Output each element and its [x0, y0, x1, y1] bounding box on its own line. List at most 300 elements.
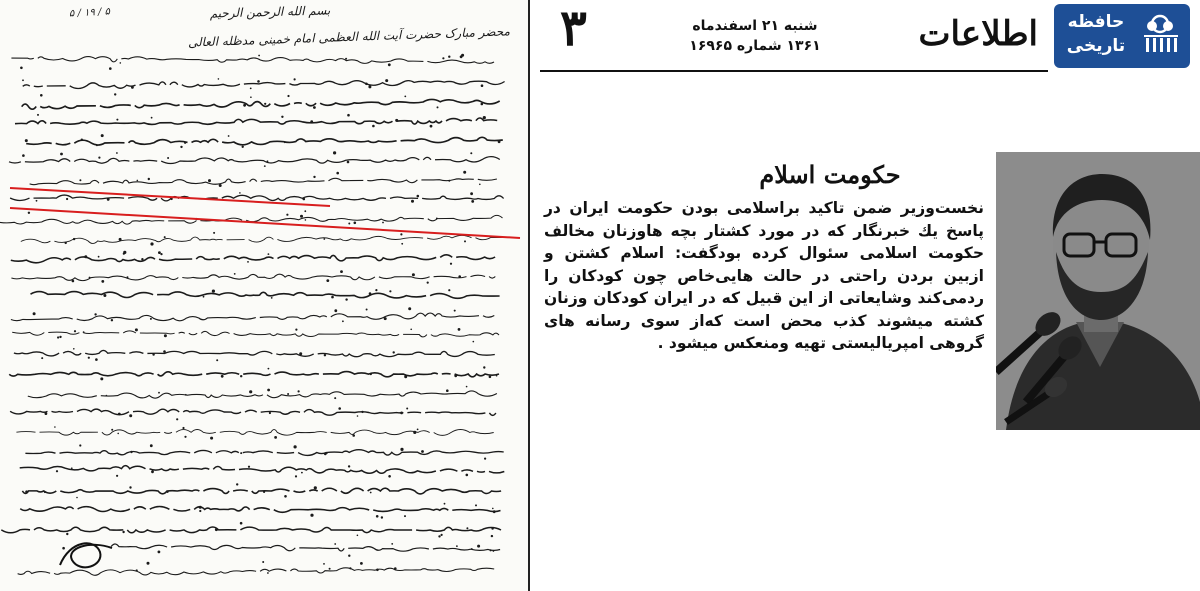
handwriting-dot	[158, 251, 161, 254]
handwriting-dot	[239, 192, 241, 194]
handwriting-dot	[267, 389, 270, 392]
handwriting-line	[18, 568, 495, 575]
handwriting-dot	[484, 458, 486, 460]
handwriting-dot	[267, 572, 269, 574]
handwriting-line	[11, 255, 495, 263]
handwriting-dot	[98, 157, 100, 159]
issue-info	[675, 16, 835, 56]
handwriting-dot	[411, 200, 414, 203]
handwriting-dot	[219, 184, 222, 187]
handwriting-dot	[122, 531, 124, 533]
handwriting-dot	[471, 200, 474, 203]
handwriting-dot	[483, 366, 485, 368]
handwriting-dot	[475, 504, 477, 506]
handwriting-dot	[286, 214, 288, 216]
handwriting-dot	[258, 55, 260, 57]
handwriting-dot	[295, 329, 297, 331]
handwriting-dot	[269, 412, 271, 414]
handwriting-dot	[150, 444, 153, 447]
handwriting-dot	[347, 114, 350, 117]
letter-greeting: محضر مبارک حضرت آیت الله العظمی امام خمینی مدظله العالی	[187, 24, 511, 50]
handwriting-line	[27, 292, 500, 299]
handwriting-dot	[127, 276, 129, 278]
handwritten-letter	[0, 0, 530, 591]
handwriting-dot	[427, 282, 429, 284]
handwriting-dot	[333, 151, 336, 154]
handwriting-dot	[100, 377, 103, 380]
handwriting-dot	[81, 139, 83, 141]
handwriting-dot	[117, 433, 119, 435]
handwriting-dot	[234, 273, 236, 275]
handwriting-dot	[163, 350, 166, 353]
handwriting-dot	[40, 94, 43, 97]
article-body: نخست‌وزیر ضمن تاکید براسلامی بودن حکومت ایران در پاسخ یك خبرنگار که در مورد کشتار بچه هاوزنان مخالف حکومت اسلامی سئوال کرده بودگفت: اسلام کشتن و ازبین بردن راحتی در حالت هایی‌خاص چون کودکان را ردمی‌کند وشایعاتی از این قبیل که در ایران کودکان وزنان کشته میشوند کذب محض است که‌از سوی رسانه های گروهی امپریالیستی تهیه ومنعکس میشود .	[544, 199, 984, 352]
handwriting-dot	[199, 506, 202, 509]
handwriting-dot	[481, 103, 484, 106]
handwriting-dot	[242, 146, 244, 148]
handwriting-dot	[89, 277, 91, 279]
handwriting-dot	[36, 200, 38, 202]
handwriting-line	[9, 372, 499, 377]
handwriting-line	[20, 506, 500, 512]
handwriting-dot	[417, 429, 419, 431]
handwriting-dot	[329, 568, 331, 570]
handwriting-line	[21, 235, 503, 243]
handwriting-dot	[76, 497, 78, 499]
handwriting-dot	[345, 58, 347, 60]
handwriting-dot	[131, 86, 134, 89]
handwriting-dot	[348, 555, 350, 557]
handwriting-dot	[334, 543, 336, 545]
handwriting-dot	[118, 413, 121, 416]
handwriting-dot	[114, 93, 116, 95]
handwriting-line	[11, 118, 497, 124]
handwriting-dot	[448, 56, 450, 58]
handwriting-dot	[129, 414, 132, 417]
handwriting-line	[12, 429, 493, 435]
handwriting-dot	[348, 465, 350, 467]
handwriting-line	[11, 313, 494, 321]
handwriting-dot	[106, 395, 108, 397]
handwriting-dot	[490, 549, 492, 551]
handwriting-dot	[103, 294, 106, 297]
handwriting-dot	[324, 452, 327, 455]
handwriting-dot	[137, 180, 139, 182]
handwriting-dot	[404, 96, 406, 98]
handwriting-dot	[334, 309, 337, 312]
handwriting-dot	[212, 290, 215, 293]
handwriting-dot	[184, 436, 186, 438]
handwriting-dot	[213, 232, 215, 234]
handwriting-dot	[148, 178, 150, 180]
handwriting-dot	[74, 330, 76, 332]
handwriting-dot	[98, 256, 100, 258]
handwriting-dot	[271, 297, 273, 299]
handwriting-dot	[369, 292, 372, 295]
handwriting-dot	[491, 535, 493, 537]
handwriting-dot	[366, 309, 368, 311]
handwriting-dot	[166, 491, 168, 493]
handwriting-dot	[357, 535, 359, 537]
handwriting-dot	[370, 373, 372, 375]
handwriting-dot	[412, 273, 415, 276]
handwriting-dot	[79, 444, 81, 446]
handwriting-dot	[466, 527, 468, 529]
handwriting-dot	[388, 475, 391, 478]
handwriting-dot	[66, 198, 68, 200]
handwriting-dot	[301, 472, 303, 474]
handwriting-line	[107, 544, 500, 551]
handwriting-line	[7, 274, 495, 280]
handwriting-dot	[401, 243, 403, 245]
handwriting-dot	[334, 397, 336, 399]
handwriting-dot	[450, 263, 452, 265]
handwriting-dot	[20, 67, 23, 70]
handwriting-dot	[417, 195, 420, 198]
newspaper-name: اطلاعات	[918, 14, 1038, 54]
handwriting-dot	[421, 450, 424, 453]
handwriting-dot	[129, 486, 131, 488]
handwriting-dot	[210, 437, 213, 440]
handwriting-dot	[354, 222, 357, 225]
handwriting-dot	[388, 63, 391, 66]
handwriting-line	[14, 350, 495, 356]
handwriting-dot	[454, 310, 456, 312]
handwriting-dot	[466, 386, 468, 388]
handwriting-dot	[264, 165, 266, 167]
handwriting-dot	[382, 222, 384, 224]
handwriting-dot	[284, 495, 287, 498]
handwriting-dot	[496, 375, 498, 377]
handwriting-dot	[257, 80, 260, 83]
handwriting-dot	[492, 508, 494, 510]
handwriting-dot	[147, 562, 150, 565]
handwriting-dot	[372, 125, 375, 128]
handwriting-dot	[73, 238, 75, 240]
handwriting-dot	[83, 331, 85, 333]
handwriting-dot	[295, 475, 297, 477]
handwriting-dot	[263, 491, 265, 493]
article-headline: حکومت اسلام	[759, 160, 901, 189]
handwriting-dot	[158, 392, 160, 394]
handwriting-dot	[477, 545, 480, 548]
badge-line-1: حافظه	[1067, 12, 1125, 32]
handwriting-dot	[59, 336, 61, 338]
handwriting-dot	[66, 533, 68, 535]
handwriting-dot	[368, 85, 371, 88]
handwriting-dot	[491, 527, 493, 529]
handwriting-dot	[444, 503, 446, 505]
handwriting-dot	[107, 198, 110, 201]
handwriting-dot	[300, 215, 303, 218]
handwriting-dot	[448, 289, 450, 291]
handwriting-dot	[116, 152, 118, 154]
handwriting-dot	[116, 475, 118, 477]
handwriting-dot	[164, 334, 167, 337]
handwriting-dot	[249, 390, 252, 393]
badge-line-2: تاریخی	[1066, 36, 1126, 56]
handwriting-dot	[456, 545, 458, 547]
handwriting-line	[22, 99, 500, 109]
handwriting-dot	[281, 116, 283, 118]
handwriting-dot	[376, 515, 379, 518]
handwriting-dot	[294, 78, 296, 80]
handwriting-dot	[268, 253, 270, 255]
handwriting-dot	[57, 336, 59, 338]
handwriting-dot	[313, 106, 316, 109]
handwriting-dot	[184, 142, 186, 144]
handwriting-dot	[463, 171, 466, 174]
handwriting-dot	[338, 407, 341, 410]
handwriting-line	[11, 57, 494, 64]
handwriting-dot	[460, 55, 463, 58]
handwriting-dot	[250, 88, 252, 90]
handwriting-dot	[314, 486, 317, 489]
handwriting-dot	[493, 510, 496, 513]
handwriting-dot	[298, 390, 300, 392]
handwriting-dot	[84, 255, 87, 258]
handwriting-dot	[72, 280, 75, 283]
badge-title	[1058, 10, 1134, 58]
handwriting-dot	[236, 483, 238, 485]
handwriting-dot	[120, 62, 122, 64]
handwriting-dot	[294, 445, 297, 448]
handwriting-dot	[44, 491, 46, 493]
handwriting-dot	[216, 359, 218, 361]
handwriting-dot	[357, 415, 359, 417]
handwriting-dot	[22, 154, 25, 157]
handwriting-dot	[65, 242, 67, 244]
handwriting-dot	[395, 119, 398, 122]
handwriting-dot	[304, 210, 306, 212]
handwriting-dot	[361, 411, 363, 413]
handwriting-dot	[436, 218, 438, 220]
handwriting-dot	[109, 67, 112, 70]
handwriting-dot	[376, 569, 379, 572]
handwriting-dot	[111, 319, 113, 321]
handwriting-dot	[218, 78, 220, 80]
handwriting-dot	[88, 357, 90, 359]
handwriting-dot	[284, 141, 286, 143]
handwriting-dot	[345, 298, 347, 300]
handwriting-dot	[95, 358, 98, 361]
handwriting-dot	[400, 448, 403, 451]
handwriting-line	[9, 157, 500, 164]
handwriting-dot	[408, 307, 411, 310]
handwriting-dot	[400, 233, 402, 235]
handwriting-dot	[267, 160, 269, 162]
handwriting-dot	[303, 198, 306, 201]
handwriting-dot	[448, 180, 450, 182]
handwriting-dot	[123, 253, 125, 255]
handwriting-dot	[458, 328, 461, 331]
handwriting-dot	[326, 279, 329, 282]
handwriting-dot	[250, 96, 252, 98]
letter-basmala: بسم الله الرحمن الرحیم	[209, 3, 331, 21]
handwriting-dot	[393, 351, 395, 353]
handwriting-line	[1, 527, 501, 533]
handwriting-dot	[240, 452, 242, 454]
handwriting-dot	[489, 376, 492, 379]
handwriting-dot	[437, 106, 439, 108]
handwriting-dot	[160, 253, 162, 255]
handwriting-line	[21, 450, 503, 456]
handwriting-dot	[394, 567, 397, 570]
handwriting-dot	[381, 516, 383, 518]
handwriting-dot	[471, 548, 473, 550]
handwriting-dot	[454, 374, 457, 377]
handwriting-dot	[45, 412, 48, 415]
handwriting-dot	[441, 534, 443, 536]
handwriting-dot	[33, 312, 36, 315]
handwriting-dot	[481, 84, 484, 87]
handwriting-dot	[406, 408, 408, 410]
handwriting-dot	[410, 329, 412, 331]
issue-number: ۱۳۶۱ شماره ۱۶۹۶۵	[689, 38, 821, 54]
handwriting-dot	[331, 296, 334, 299]
handwriting-dot	[111, 429, 113, 431]
handwriting-dot	[349, 567, 351, 569]
handwriting-dot	[25, 139, 28, 142]
portrait-with-microphones	[996, 152, 1200, 430]
handwriting-dot	[404, 515, 406, 517]
issue-date: شنبه ۲۱ اسفندماه	[692, 18, 818, 34]
handwriting-dot	[54, 426, 56, 428]
handwriting-dot	[203, 296, 205, 298]
handwriting-dot	[135, 328, 138, 331]
handwriting-dot	[71, 467, 73, 469]
handwriting-dot	[150, 242, 153, 245]
handwriting-dot	[446, 389, 449, 392]
handwriting-line	[20, 466, 505, 474]
handwriting-dot	[101, 280, 104, 283]
handwriting-dot	[180, 146, 182, 148]
handwriting-dot	[323, 238, 325, 240]
handwriting-dot	[375, 289, 377, 291]
handwriting-dot	[151, 117, 153, 119]
handwriting-dot	[243, 104, 246, 107]
handwriting-dot	[248, 466, 250, 468]
handwriting-dot	[96, 145, 98, 147]
handwriting-dot	[404, 375, 407, 378]
handwriting-dot	[498, 140, 501, 143]
handwriting-dot	[336, 172, 339, 175]
letter-reference: ۵ / ۱۹ / ۵	[68, 6, 111, 20]
handwriting-dot	[458, 275, 461, 278]
page-number: ۳	[560, 0, 587, 57]
handwriting-dot	[152, 353, 154, 355]
handwriting-dot	[438, 535, 440, 537]
handwriting-dot	[466, 474, 469, 477]
handwriting-dot	[167, 157, 169, 159]
handwriting-dot	[60, 153, 63, 156]
handwriting-dot	[389, 290, 391, 292]
handwriting-dot	[240, 375, 242, 377]
handwriting-dot	[141, 258, 143, 260]
handwriting-dot	[199, 510, 201, 512]
handwriting-dot	[28, 212, 30, 214]
handwriting-dot	[130, 451, 132, 453]
handwriting-dot	[442, 57, 444, 59]
handwriting-dot	[479, 184, 481, 186]
handwriting-dot	[268, 368, 270, 370]
handwriting-dot	[151, 470, 154, 473]
handwriting-dot	[62, 547, 65, 550]
handwriting-line	[23, 81, 505, 89]
handwriting-dot	[340, 270, 343, 273]
handwriting-dot	[323, 563, 325, 565]
handwriting-line	[22, 137, 503, 145]
handwriting-dot	[310, 514, 313, 517]
handwriting-dot	[470, 192, 473, 195]
handwriting-dot	[116, 119, 118, 121]
handwriting-dot	[473, 341, 475, 343]
handwriting-dot	[25, 490, 28, 493]
handwriting-dot	[185, 394, 187, 396]
handwriting-dot	[262, 561, 264, 563]
handwriting-dot	[247, 261, 249, 263]
handwriting-dot	[348, 223, 350, 225]
handwriting-dot	[228, 135, 230, 137]
handwriting-dot	[158, 551, 161, 554]
handwriting-line	[28, 391, 497, 398]
handwriting-line	[10, 195, 504, 201]
handwriting-dot	[73, 348, 75, 350]
handwriting-dot	[94, 313, 96, 315]
handwriting-dot	[299, 352, 302, 355]
handwriting-dot	[370, 492, 372, 494]
handwriting-dot	[182, 427, 184, 429]
handwriting-line	[26, 178, 497, 184]
handwriting-dot	[470, 152, 472, 154]
newspaper-clipping	[530, 0, 1200, 591]
handwriting-dot	[164, 236, 166, 238]
handwriting-dot	[324, 354, 326, 356]
handwriting-dot	[287, 393, 289, 395]
handwriting-dot	[400, 412, 403, 415]
hafezeh-logo-icon	[1138, 14, 1182, 58]
handwriting-dot	[483, 116, 486, 119]
handwriting-dot	[360, 562, 363, 565]
handwriting-line	[10, 409, 496, 415]
handwriting-dot	[352, 434, 355, 437]
handwriting-dot	[305, 219, 307, 221]
portrait-photo	[996, 152, 1200, 430]
handwriting-dot	[79, 179, 81, 181]
hafezeh-tarikhi-badge[interactable]	[1054, 4, 1190, 68]
handwriting-dot	[240, 522, 243, 525]
newspaper-masthead	[540, 0, 1048, 72]
handwriting-dot	[464, 240, 466, 242]
handwriting-dot	[413, 431, 416, 434]
handwriting-line	[12, 331, 499, 337]
handwriting-dot	[274, 436, 277, 439]
handwriting-dot	[287, 95, 289, 97]
handwriting-line	[22, 488, 501, 494]
handwriting-dot	[215, 528, 218, 531]
handwriting-dot	[176, 418, 178, 420]
signature	[60, 543, 112, 567]
handwriting-dot	[101, 134, 104, 137]
handwriting-dot	[41, 357, 43, 359]
handwriting-dot	[208, 179, 211, 182]
handwriting-scribbles	[0, 0, 528, 591]
handwriting-dot	[56, 470, 58, 472]
handwriting-dot	[119, 238, 122, 241]
handwriting-dot	[391, 543, 393, 545]
handwriting-dot	[221, 375, 224, 378]
handwriting-dot	[310, 120, 313, 123]
